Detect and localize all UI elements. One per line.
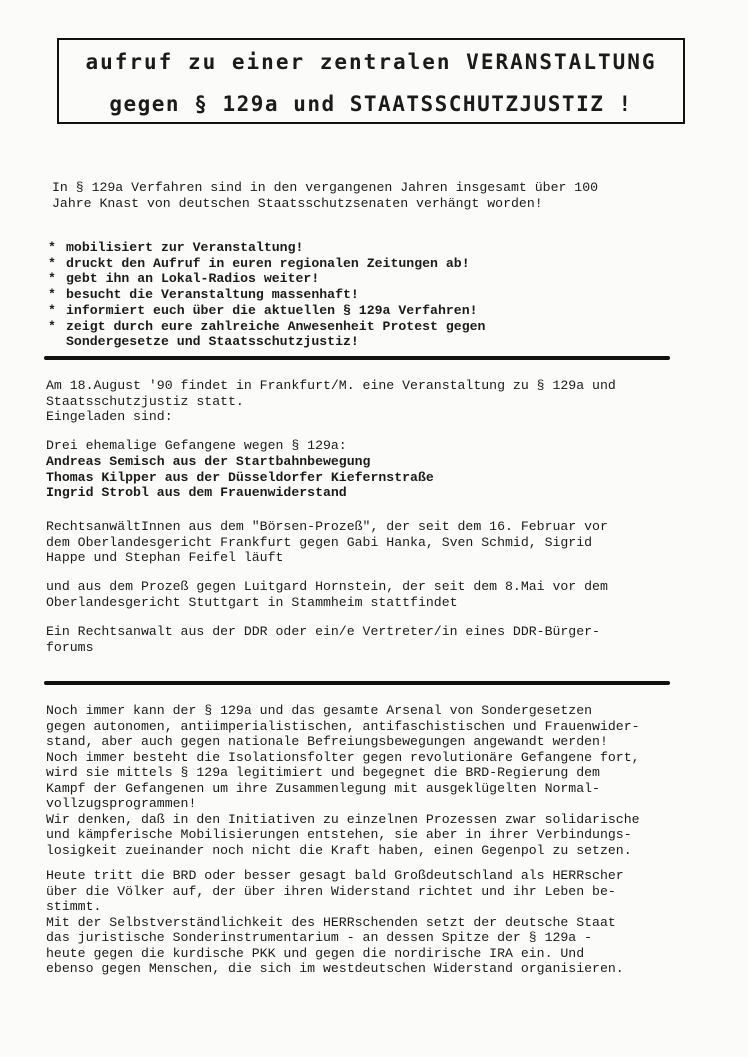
call-text: mobilisiert zur Veranstaltung! [66, 240, 304, 255]
announcement: Am 18.August '90 findet in Frankfurt/M. eine Veranstaltung zu § 129a und Staatsschutzjustiz statt. Eingeladen sind: [46, 378, 616, 424]
ddr-representative: Ein Rechtsanwalt aus der DDR oder ein/e Vertreter/in eines DDR-Bürger- forums [46, 624, 600, 655]
title-box [57, 38, 685, 124]
prisoners-intro: Drei ehemalige Gefangene wegen § 129a: [46, 438, 347, 453]
list-item [46, 287, 666, 303]
call-text: gebt ihn an Lokal-Radios weiter! [66, 271, 320, 287]
call-list [46, 240, 666, 350]
divider-rule [44, 681, 670, 685]
lawyers-hornstein: und aus dem Prozeß gegen Luitgard Hornstein, der seit dem 8.Mai vor dem Oberlandesgericht Stuttgart in Stammheim stattfindet [46, 579, 608, 610]
call-text: besucht die Veranstaltung massenhaft! [66, 287, 359, 303]
list-item [46, 303, 666, 319]
bullet-icon: * [48, 318, 56, 334]
intro-paragraph: In § 129a Verfahren sind in den vergangenen Jahren insgesamt über 100 Jahre Knast von deutschen Staatsschutzsenaten verhängt worden! [52, 180, 599, 211]
list-item [46, 240, 666, 256]
prisoners-list: Andreas Semisch aus der Startbahnbewegung Thomas Kilpper aus der Düsseldorfer Kiefernstraße Ingrid Strobl aus dem Frauenwiderstand [46, 454, 434, 500]
bullet-icon: * [48, 302, 56, 318]
title-line-1: aufruf zu einer zentralen VERANSTALTUNG [85, 50, 657, 74]
call-text: informiert euch über die aktuellen § 129a Verfahren! [66, 302, 478, 318]
body-paragraph-1: Noch immer kann der § 129a und das gesamte Arsenal von Sondergesetzen gegen autonomen, antiimperialistischen, antifaschistischen und Frauenwider- stand, aber auch gegen nationale Befreiungsbewegungen angewandt werden! Noch immer besteht die Isolationsfolter gegen revolutionäre Gefangene fort, wird sie mittels § 129a legitimiert und begegnet die BRD-Regierung dem Kampf der Gefangenen um ihre Zusammenlegung mit ausgeklügelten Normal- vollzugsprogrammen! Wir denken, daß in den Initiativen zu einzelnen Prozessen zwar solidarische und kämpferische Mobilisierungen entstehen, sie aber in ihrer Verbindungs- losigkeit zueinander noch nicht die Kraft haben, einen Gegenpol zu setzen. [46, 703, 640, 858]
bullet-icon: * [48, 240, 56, 255]
divider-rule [44, 356, 670, 360]
bullet-icon: * [48, 271, 56, 287]
list-item [46, 319, 666, 350]
call-text: druckt den Aufruf in euren regionalen Zeitungen ab! [66, 255, 470, 271]
call-text: zeigt durch eure zahlreiche Anwesenheit Protest gegen Sondergesetze und Staatsschutzjustiz! [66, 318, 486, 350]
bullet-icon: * [48, 287, 56, 303]
lawyers-boersen: RechtsanwältInnen aus dem "Börsen-Prozeß", der seit dem 16. Februar vor dem Oberlandesgericht Frankfurt gegen Gabi Hanka, Sven Schmid, Sigrid Happe und Stephan Feifel läuft [46, 519, 608, 565]
title-line-2: gegen § 129a und STAATSSCHUTZJUSTIZ ! [109, 92, 633, 116]
list-item [46, 271, 666, 287]
body-paragraph-2: Heute tritt die BRD oder besser gesagt bald Großdeutschland als HERRscher über die Völker auf, der über ihren Widerstand richtet und ihr Leben be- stimmt. Mit der Selbstverständlichkeit des HERRschenden setzt der deutsche Staat das juristische Sonderinstrumentarium - an dessen Spitze der § 129a - heute gegen die kurdische PKK und gegen die nordirische IRA ein. Und ebenso gegen Menschen, die sich im westdeutschen Widerstand organisieren. [46, 868, 624, 976]
list-item [46, 256, 666, 272]
bullet-icon: * [48, 255, 56, 271]
